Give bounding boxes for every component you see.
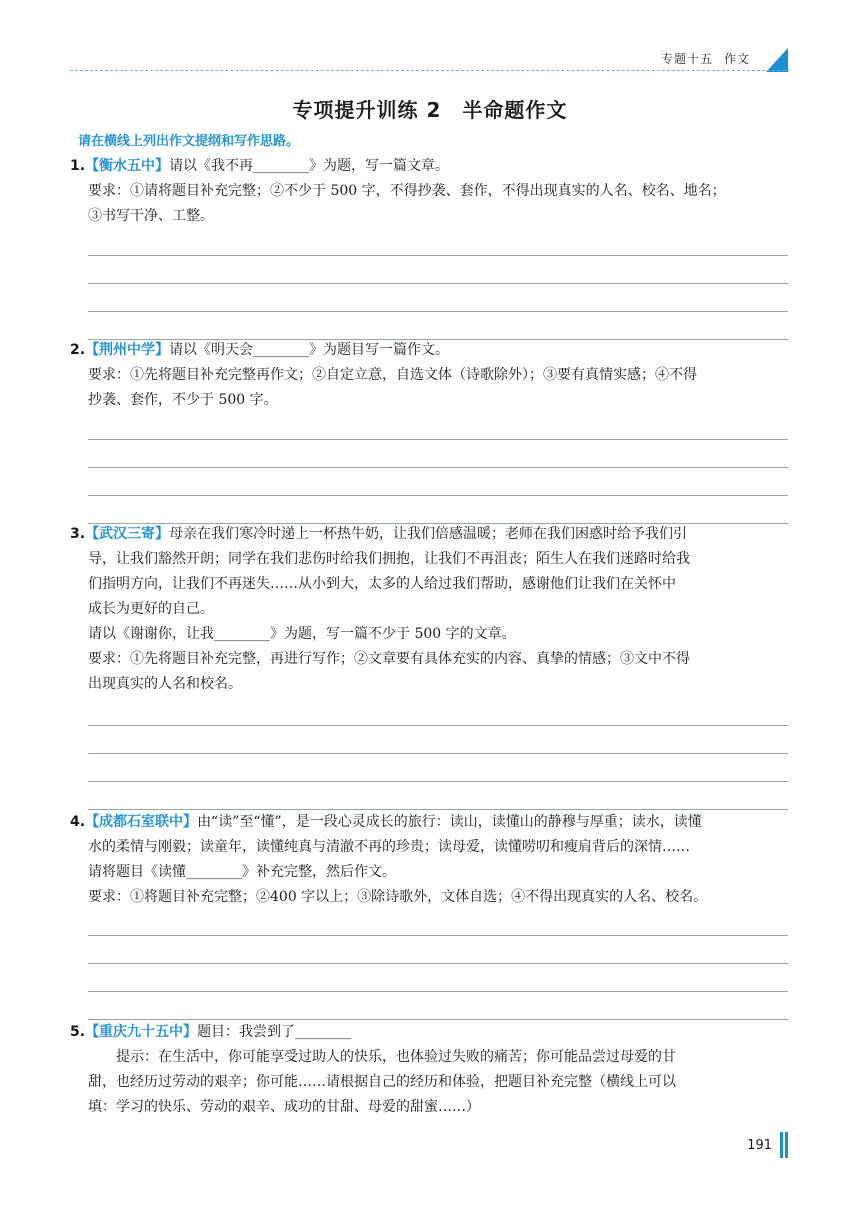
answer-line[interactable] bbox=[88, 698, 788, 726]
answer-line[interactable] bbox=[88, 468, 788, 496]
question-4 bbox=[70, 810, 788, 910]
header-corner-triangle bbox=[766, 48, 788, 72]
question-requirements-cont: 抄袭、套作，不少于 500 字。 bbox=[88, 392, 278, 408]
question-requirements: 要求：①请将题目补充完整；②不少于 500 字，不得抄袭、套作，不得出现真实的人名、校名、地名； bbox=[88, 183, 726, 199]
question-hint-line: 甜，也经历过劳动的艰辛；你可能……请根据自己的经历和体验，把题目补充完整（横线上可以 bbox=[88, 1074, 676, 1090]
header-topic: 作文 bbox=[723, 52, 750, 66]
question-requirements: 要求：①先将题目补充完整再作文；②自定立意，自选文体（诗歌除外）；③要有真情实感；④不得 bbox=[88, 367, 697, 383]
answer-line[interactable] bbox=[88, 908, 788, 936]
question-hint: 提示：在生活中，你可能享受过助人的快乐，也体验过失败的痛苦；你可能品尝过母爱的甘 bbox=[116, 1049, 676, 1065]
question-number: 1. bbox=[70, 158, 86, 174]
question-3 bbox=[70, 522, 788, 697]
question-requirements-cont: ③书写干净、工整。 bbox=[88, 208, 214, 224]
page-header bbox=[70, 44, 790, 72]
question-5 bbox=[70, 1020, 788, 1120]
question-material-line: 导，让我们豁然开朗；同学在我们悲伤时给我们拥抱，让我们不再沮丧；陌生人在我们迷路时给我 bbox=[88, 551, 690, 567]
question-material-line: 成长为更好的自己。 bbox=[88, 601, 214, 617]
answer-line[interactable] bbox=[88, 992, 788, 1020]
question-prompt: 请以《谢谢你，让我________》为题，写一篇不少于 500 字的文章。 bbox=[88, 626, 516, 642]
question-2 bbox=[70, 338, 788, 413]
answer-lines-3[interactable] bbox=[88, 698, 788, 810]
header-section: 专题十五 bbox=[661, 52, 714, 66]
question-source: 【衡水五中】 bbox=[85, 158, 170, 174]
question-requirements: 要求：①将题目补充完整；②400 字以上；③除诗歌外，文体自选；④不得出现真实的人名、校名。 bbox=[88, 889, 708, 905]
header-label bbox=[655, 50, 750, 67]
answer-lines-2[interactable] bbox=[88, 412, 788, 524]
page-number-bar bbox=[780, 1132, 788, 1158]
question-material-line: 水的柔情与刚毅；读童年，读懂纯真与清澈不再的珍贵；读母爱，读懂唠叨和瘦肩背后的深情…… bbox=[88, 839, 690, 855]
question-material: 由“读”至“懂”，是一段心灵成长的旅行：读山，读懂山的静穆与厚重；读水，读懂 bbox=[197, 814, 702, 830]
answer-lines-4[interactable] bbox=[88, 908, 788, 1020]
question-source: 【重庆九十五中】 bbox=[85, 1024, 198, 1040]
page-title: 专项提升训练 2 半命题作文 bbox=[292, 98, 568, 122]
answer-line[interactable] bbox=[88, 412, 788, 440]
question-1 bbox=[70, 154, 788, 229]
answer-line[interactable] bbox=[88, 256, 788, 284]
page-number: 191 bbox=[747, 1138, 772, 1153]
answer-line[interactable] bbox=[88, 440, 788, 468]
question-prompt: 请将题目《读懂________》补充完整，然后作文。 bbox=[88, 864, 396, 880]
question-number: 3. bbox=[70, 526, 86, 542]
question-number: 2. bbox=[70, 342, 86, 358]
question-hint-line: 填：学习的快乐、劳动的艰辛、成功的甘甜、母爱的甜蜜……） bbox=[88, 1099, 480, 1115]
question-material: 母亲在我们寒冷时递上一杯热牛奶，让我们倍感温暖；老师在我们困惑时给予我们引 bbox=[169, 526, 688, 542]
question-material-line: 们指明方向，让我们不再迷失……从小到大，太多的人给过我们帮助，感谢他们让我们在关怀中 bbox=[88, 576, 676, 592]
answer-line[interactable] bbox=[88, 936, 788, 964]
question-number: 4. bbox=[70, 814, 86, 830]
answer-line[interactable] bbox=[88, 726, 788, 754]
answer-line[interactable] bbox=[88, 228, 788, 256]
answer-line[interactable] bbox=[88, 284, 788, 312]
question-prompt: 题目：我尝到了________ bbox=[197, 1024, 352, 1040]
question-source: 【荆州中学】 bbox=[85, 342, 170, 358]
question-source: 【武汉三寄】 bbox=[85, 526, 170, 542]
answer-line[interactable] bbox=[88, 782, 788, 810]
question-prompt: 请以《我不再________》为题，写一篇文章。 bbox=[169, 158, 450, 174]
question-number: 5. bbox=[70, 1024, 86, 1040]
header-dashed-rule bbox=[70, 70, 790, 71]
answer-line[interactable] bbox=[88, 496, 788, 524]
question-requirements-cont: 出现真实的人名和校名。 bbox=[88, 676, 242, 692]
question-source: 【成都石室联中】 bbox=[85, 814, 198, 830]
instruction-text: 请在横线上列出作文提纲和写作思路。 bbox=[78, 134, 300, 149]
question-requirements: 要求：①先将题目补充完整，再进行写作；②文章要有具体充实的内容、真挚的情感；③文中不得 bbox=[88, 651, 690, 667]
question-prompt: 请以《明天会________》为题目写一篇作文。 bbox=[169, 342, 450, 358]
answer-line[interactable] bbox=[88, 312, 788, 340]
answer-line[interactable] bbox=[88, 964, 788, 992]
answer-lines-1[interactable] bbox=[88, 228, 788, 340]
answer-line[interactable] bbox=[88, 754, 788, 782]
